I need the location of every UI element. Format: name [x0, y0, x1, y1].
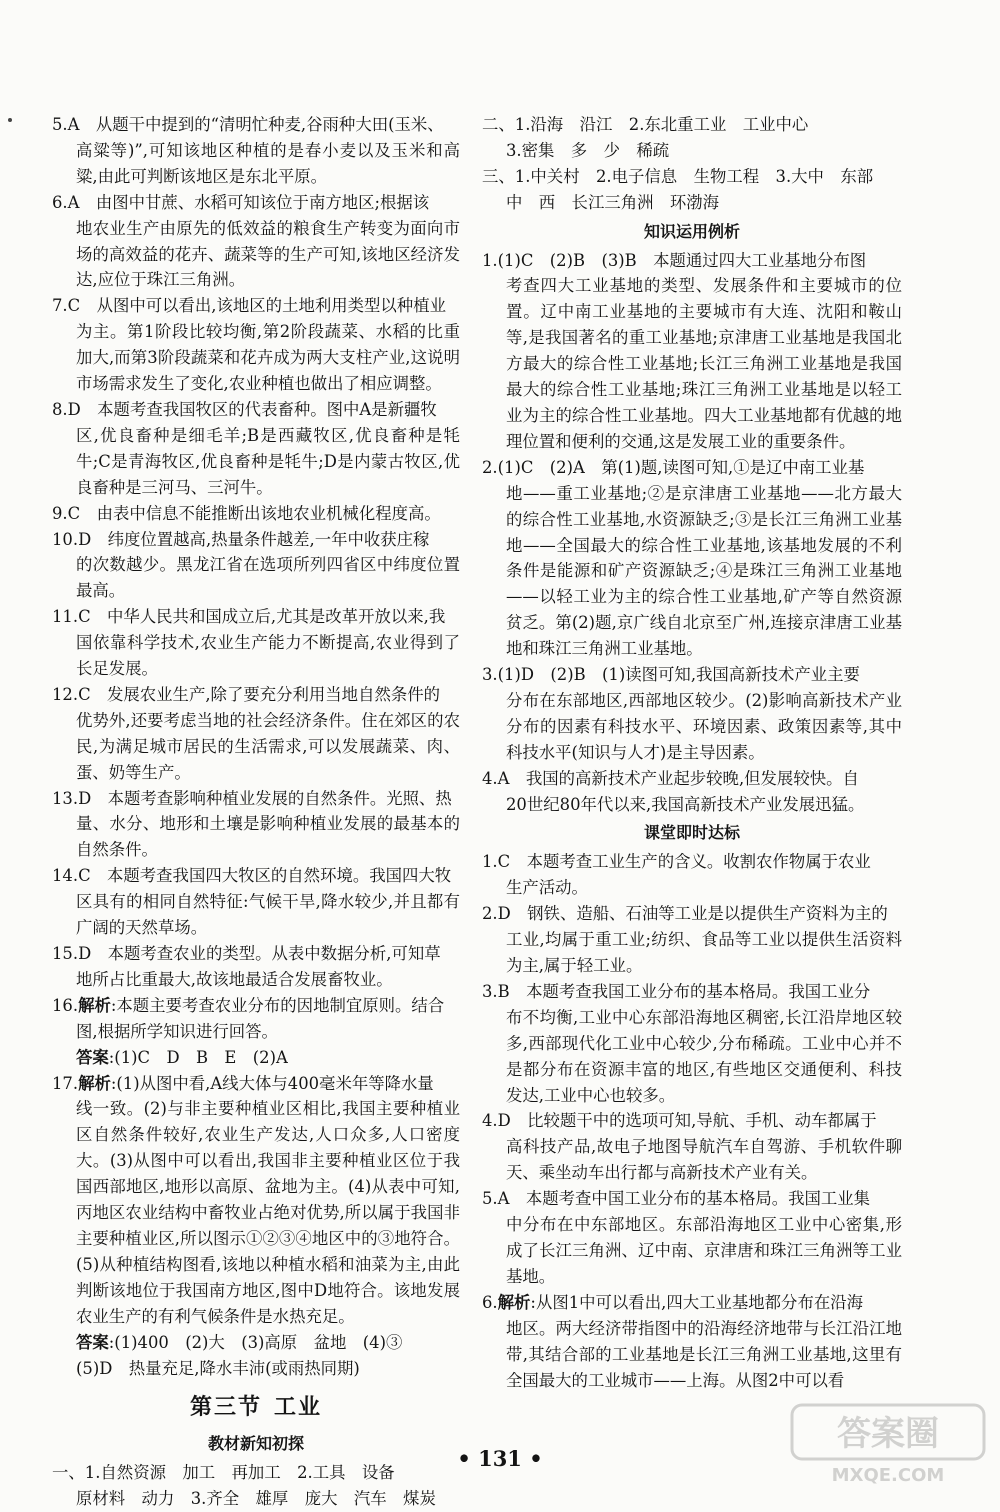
answer-number: 15.D 本题考查农业的类型。从表中数据分析,可知草 — [52, 944, 441, 963]
answer-continuation: 20世纪80年代以来,我国高新技术产业发展迅猛。 — [506, 794, 865, 814]
fill-row: 三、1.中关村 2.电子信息 生物工程 3.大中 东部 — [482, 166, 874, 186]
answer-number: 17. — [52, 1073, 79, 1093]
left-column — [52, 112, 460, 1512]
answer-item — [52, 682, 460, 786]
watermark-text: 答案圈 — [837, 1414, 939, 1454]
answer-label: 答案 — [76, 1332, 109, 1352]
section-number: 第三节 — [189, 1395, 262, 1421]
final-answer — [52, 1045, 460, 1071]
answer-continuation: 高科技产品,故电子地图导航汽车自驾游、手机软件聊天、乘坐动车出行都与高新技术产业有关。 — [506, 1137, 902, 1183]
answer-number: 5.A 从题干中提到的“清明忙种麦,谷雨种大田(玉米、 — [52, 115, 444, 134]
answer-text: :(1)从图中看,A线大体与400毫米年等降水量 — [110, 1073, 434, 1093]
answer-lead — [482, 849, 902, 875]
final-answer-cont: (5)D 热量充足,降水丰沛(或雨热同期) — [76, 1358, 360, 1378]
answer-continuation: 量、水分、地形和土壤是影响种植业发展的最基本的自然条件。 — [76, 814, 460, 860]
answer-number: 1.C 本题考查工业生产的含义。收割农作物属于农业 — [482, 852, 871, 872]
answer-continuation: 考查四大工业基地的类型、发展条件和主要城市的位置。辽中南工业基地的主要城市有大连、沈阳和鞍山等,是我国著名的重工业基地;京津唐工业基地是我国北方最大的综合性工业基地;长江三角洲工业基地是我国最大的综合性工业基地;珠江三角洲工业基地是以轻工业为主的综合性工业基地。四大工业基地都有优越的地理位置和便利的交通,这是发展工业的重要条件。 — [506, 276, 902, 451]
answer-item — [52, 941, 460, 993]
answer-continuation: 区具有的相同自然特征:气候干旱,降水较少,并且都有广阔的天然草场。 — [76, 892, 460, 938]
answer-continuation: 工业,均属于重工业;纺织、食品等工业以提供生活资料为主,属于轻工业。 — [506, 930, 902, 975]
answer-number: 4.A 我国的高新技术产业起步较晚,但发展较快。自 — [482, 768, 859, 788]
answer-label: 答案 — [76, 1047, 109, 1067]
answer-item — [482, 766, 902, 818]
answer-continuation: 的次数越少。黑龙江省在选项所列四省区中纬度位置最高。 — [76, 555, 460, 601]
answer-continuation: 地区。两大经济带指图中的沿海经济地带与长江沿江地带,其结合部的工业基地是长江三角洲工业基地,这里有全国最大的工业城市——上海。从图2中可以看 — [506, 1318, 902, 1390]
answer-number: 2.D 钢铁、造船、石油等工业是以提供生产资料为主的 — [482, 904, 888, 924]
analysis-label: 解析 — [78, 1073, 111, 1093]
answer-number: 3.(1)D (2)B (1)读图可知,我国高新技术产业主要 — [482, 665, 860, 685]
answer-number: 11.C 中华人民共和国成立后,尤其是改革开放以来,我 — [52, 607, 446, 627]
answer-lead — [52, 682, 460, 708]
answer-lead — [52, 863, 460, 889]
answer-lead — [52, 604, 460, 630]
answer-item — [52, 604, 460, 682]
section-name: 工业 — [274, 1395, 323, 1421]
watermark-url: MXQE.COM — [831, 1465, 945, 1486]
answer-continuation: 区,优良畜种是细毛羊;B是西藏牧区,优良畜种是牦牛;C是青海牧区,优良畜种是牦牛;D是内蒙古牧区,优良畜种是三河马、三河牛。 — [76, 425, 460, 497]
answer-lead — [52, 786, 460, 812]
answer-number: 4.D 比较题干中的选项可知,导航、手机、动车都属于 — [482, 1111, 877, 1131]
answer-number: 6. — [482, 1292, 498, 1312]
answer-item — [482, 248, 902, 455]
answer-item — [482, 1290, 902, 1394]
answer-number: 9.C 由表中信息不能推断出该地农业机械化程度高。 — [52, 503, 441, 523]
analysis-label: 解析 — [78, 995, 111, 1015]
answer-lead — [52, 527, 460, 553]
answer-lead — [482, 1290, 902, 1316]
subheading-knowledge-application: 知识运用例析 — [643, 221, 740, 241]
answer-value: :(1)400 (2)大 (3)高原 盆地 (4)③ — [108, 1332, 403, 1352]
answer-lead — [482, 979, 902, 1005]
answer-item — [52, 397, 460, 501]
right-column — [482, 112, 902, 1393]
answer-continuation: 国依靠科学技术,农业生产能力不断提高,农业得到了长足发展。 — [76, 633, 460, 679]
answer-number: 8.D 本题考查我国牧区的代表畜种。图中A是新疆牧 — [52, 399, 437, 419]
answer-lead — [52, 1071, 460, 1097]
answer-lead — [52, 501, 460, 527]
answer-lead — [52, 993, 460, 1019]
answer-item — [482, 1186, 902, 1290]
answer-lead — [482, 455, 902, 481]
example-answer-list — [482, 248, 902, 818]
answer-item — [52, 993, 460, 1071]
fill-row: 原材料 动力 3.齐全 雄厚 庞大 汽车 煤炭 — [76, 1489, 436, 1509]
answer-item — [482, 901, 902, 979]
answer-text: :从图1中可以看出,四大工业基地都分布在沿海 — [530, 1292, 864, 1312]
fill-row: 二、1.沿海 沿江 2.东北重工业 工业中心 — [482, 115, 809, 134]
answer-lead — [482, 662, 902, 688]
answer-lead — [482, 1186, 902, 1212]
margin-mark — [8, 118, 12, 122]
page-number: • 131 • — [457, 1446, 543, 1471]
answer-item — [52, 112, 460, 190]
answer-number: 5.A 本题考查中国工业分布的基本格局。我国工业集 — [482, 1189, 871, 1209]
final-answer — [52, 1330, 460, 1356]
answer-continuation: 分布在东部地区,西部地区较少。(2)影响高新技术产业分布的因素有科技水平、环境因素、政策因素等,其中科技水平(知识与人才)是主导因素。 — [506, 690, 902, 762]
answer-number: 13.D 本题考查影响种植业发展的自然条件。光照、热 — [52, 788, 452, 808]
answer-number: 10.D 纬度位置越高,热量条件越差,一年中收获庄稼 — [52, 529, 430, 549]
answer-item — [482, 1108, 902, 1186]
answer-number: 1.(1)C (2)B (3)B 本题通过四大工业基地分布图 — [482, 250, 867, 270]
answer-number: 14.C 本题考查我国四大牧区的自然环境。我国四大牧 — [52, 866, 452, 886]
fill-row: 3.密集 多 少 稀疏 — [506, 140, 670, 160]
answer-lead — [52, 941, 460, 967]
answer-number: 16. — [52, 995, 79, 1015]
answer-item — [482, 979, 902, 1109]
left-answer-list — [52, 112, 460, 1381]
answer-item — [52, 190, 460, 294]
answer-continuation: 图,根据所学知识进行回答。 — [76, 1021, 278, 1041]
answer-continuation: 高粱等)”,可知该地区种植的是春小麦以及玉米和高粱,由此可判断该地区是东北平原。 — [76, 140, 460, 186]
answer-number: 12.C 发展农业生产,除了要充分利用当地自然条件的 — [52, 684, 441, 704]
answer-number: 7.C 从图中可以看出,该地区的土地利用类型以种植业 — [52, 296, 446, 316]
answer-text: :本题主要考查农业分布的因地制宜原则。结合 — [110, 995, 445, 1015]
answer-continuation: 地农业生产由原先的低效益的粮食生产转变为面向市场的高效益的花卉、蔬菜等的生产可知,该地区经济发达,应位于珠江三角洲。 — [76, 218, 460, 290]
answer-item — [52, 293, 460, 397]
answer-continuation: 线一致。(2)与非主要种植业区相比,我国主要种植业区自然条件较好,农业生产发达,人口众多,人口密度大。(3)从图中可以看出,我国非主要种植业区位于我国西部地区,地形以高原、盆地为主。(4)从表中可知,丙地区农业结构中畜牧业占绝对优势,所以属于我国非主要种植业区,所以图示①②③④地区中的③地符合。(5)从种植结构图看,该地以种植水稻和油菜为主,由此判断该地位于我国南方地区,图中D地符合。该地发展农业生产的有利气候条件是水热充足。 — [76, 1099, 460, 1326]
answer-item — [52, 527, 460, 605]
subheading-new-knowledge: 教材新知初探 — [207, 1434, 304, 1454]
answer-continuation: 地——重工业基地;②是京津唐工业基地——北方最大的综合性工业基地,水资源缺乏;③是长江三角洲工业基地——全国最大的综合性工业基地,该基地发展的不利条件是能源和矿产资源缺乏;④是珠江三角洲工业基地——以轻工业为主的综合性工业基地,矿产等自然资源贫乏。第(2)题,京广线自北京至广州,连接京津唐工业基地和珠江三角洲工业基地。 — [506, 483, 902, 659]
answer-continuation: 为主。第1阶段比较均衡,第2阶段蔬菜、水稻的比重加大,而第3阶段蔬菜和花卉成为两大支柱产业,这说明市场需求发生了变化,农业种植也做出了相应调整。 — [76, 322, 460, 394]
answer-item — [52, 786, 460, 864]
answer-lead — [52, 397, 460, 423]
answer-lead — [482, 1108, 902, 1134]
answer-item — [482, 455, 902, 662]
answer-item — [482, 662, 902, 766]
answer-lead — [52, 190, 460, 216]
answer-number: 6.A 由图中甘蔗、水稻可知该位于南方地区;根据该 — [52, 192, 430, 212]
answer-continuation: 生产活动。 — [506, 878, 588, 898]
answer-number: 3.B 本题考查我国工业分布的基本格局。我国工业分 — [482, 981, 871, 1001]
answer-item — [482, 849, 902, 901]
answer-lead — [52, 293, 460, 319]
fill-row: 中 西 长江三角洲 环渤海 — [506, 192, 720, 212]
analysis-label: 解析 — [497, 1292, 531, 1312]
section-title — [52, 1395, 460, 1421]
fill-row: 一、1.自然资源 加工 再加工 2.工具 设备 — [52, 1463, 395, 1483]
answer-number: 2.(1)C (2)A 第(1)题,读图可知,①是辽中南工业基 — [482, 457, 865, 477]
answer-lead — [52, 112, 460, 138]
answer-lead — [482, 248, 902, 274]
answer-value: :(1)C D B E (2)A — [108, 1047, 288, 1067]
answer-continuation: 地所占比重最大,故该地最适合发展畜牧业。 — [76, 969, 393, 989]
subheading-classroom-check: 课堂即时达标 — [643, 823, 740, 843]
answer-item — [52, 1071, 460, 1382]
answer-continuation: 布不均衡,工业中心东部沿海地区稠密,长江沿岸地区较多,西部现代化工业中心较少,分布稀疏。工业中心并不是都分布在资源丰富的地区,有些地区交通便利、科技发达,工业中心也较多。 — [506, 1007, 902, 1105]
drill-answer-list — [482, 849, 902, 1393]
answer-lead — [482, 901, 902, 927]
answer-continuation: 优势外,还要考虑当地的社会经济条件。住在郊区的农民,为满足城市居民的生活需求,可以发展蔬菜、肉、蛋、奶等生产。 — [76, 710, 460, 782]
answer-item — [52, 863, 460, 941]
answer-continuation: 中分布在中东部地区。东部沿海地区工业中心密集,形成了长江三角洲、辽中南、京津唐和珠江三角洲等工业基地。 — [506, 1215, 902, 1286]
watermark-logo — [790, 1401, 986, 1487]
answer-lead — [482, 766, 902, 792]
answer-item — [52, 501, 460, 527]
